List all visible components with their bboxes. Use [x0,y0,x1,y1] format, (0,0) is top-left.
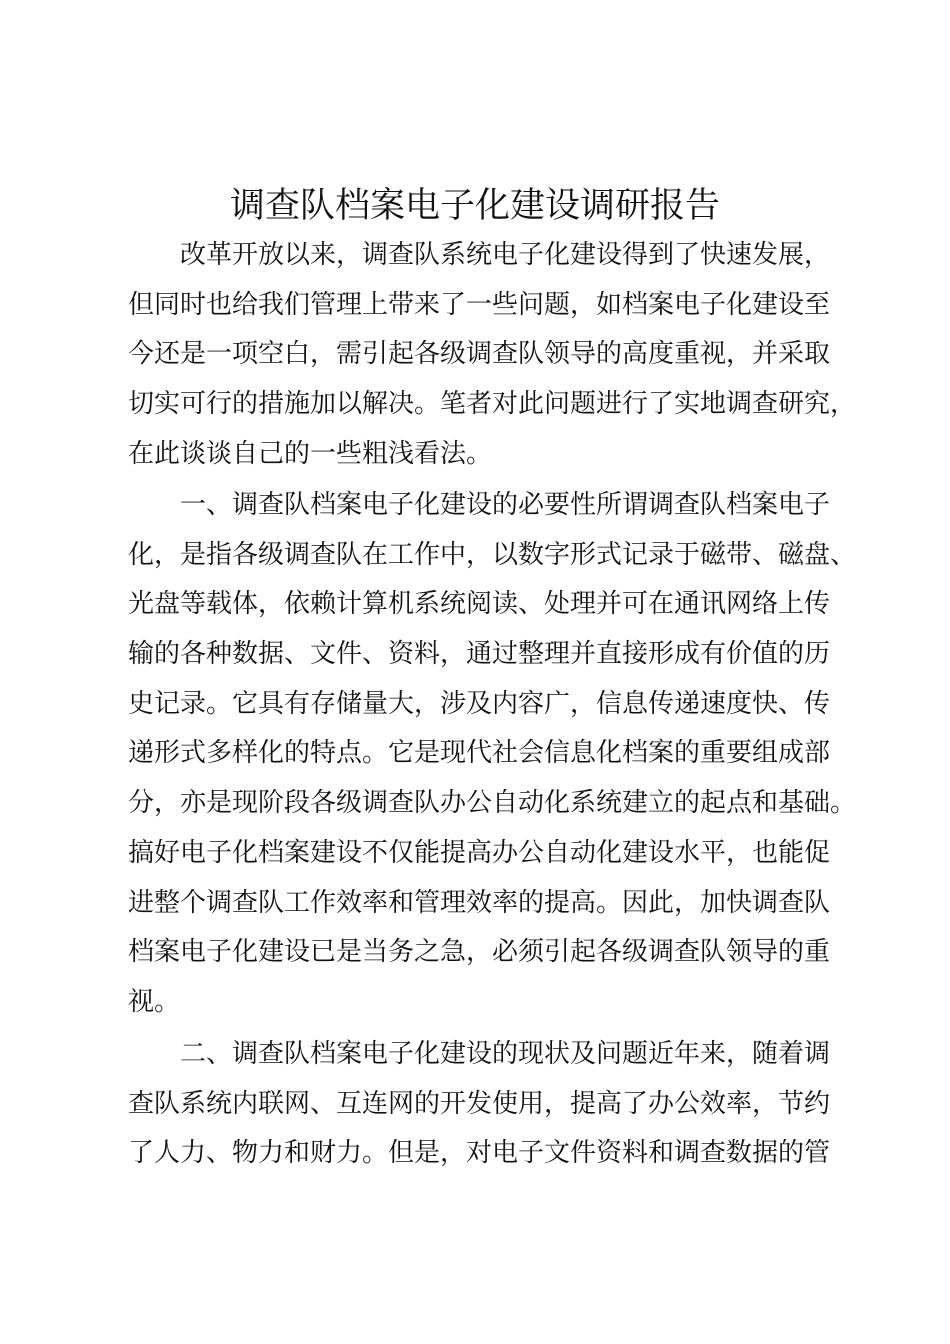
paragraph-line: 档案电子化建设已是当务之急，必须引起各级调查队领导的重 [128,937,831,968]
paragraph-line: 一、调查队档案电子化建设的必要性所谓调查队档案电子 [180,490,831,520]
paragraph-section-one [128,481,918,1028]
paragraph-line: 化，是指各级调查队在工作中，以数字形式记录于磁带、磁盘、 [128,539,857,570]
paragraph-line: 搞好电子化档案建设不仅能提高办公自动化建设水平，也能促 [128,837,831,868]
paragraph-line: 史记录。它具有存储量大，涉及内容广，信息传递速度快、传 [128,688,831,719]
paragraph-section-two [128,1030,918,1179]
paragraph-line: 输的各种数据、文件、资料，通过整理并直接形成有价值的历 [128,639,831,670]
document-title: 调查队档案电子化建设调研报告 [229,186,720,226]
paragraph-line: 在此谈谈自己的一些粗浅看法。 [128,438,493,469]
paragraph-line: 光盘等载体，依赖计算机系统阅读、处理并可在通讯网络上传 [128,589,831,620]
paragraph-line: 查队系统内联网、互连网的开发使用，提高了办公效率，节约 [128,1088,831,1119]
paragraph-line: 进整个调查队工作效率和管理效率的提高。因此，加快调查队 [128,887,831,918]
paragraph-line: 今还是一项空白，需引起各级调查队领导的高度重视，并采取 [128,339,831,370]
paragraph-line: 改革开放以来，调查队系统电子化建设得到了快速发展， [180,240,831,270]
paragraph-line: 了人力、物力和财力。但是，对电子文件资料和调查数据的管 [128,1138,831,1169]
paragraph-line: 视。 [128,986,181,1017]
paragraph-line: 分，亦是现阶段各级调查队办公自动化系统建立的起点和基础。 [128,788,857,819]
paragraph-introduction [128,231,918,479]
paragraph-line: 递形式多样化的特点。它是现代社会信息化档案的重要组成部 [128,738,831,769]
paragraph-line: 但同时也给我们管理上带来了一些问题，如档案电子化建设至 [128,289,831,320]
paragraph-line: 切实可行的措施加以解决。笔者对此问题进行了实地调查研究， [128,389,857,420]
paragraph-line: 二、调查队档案电子化建设的现状及问题近年来，随着调 [180,1039,831,1069]
